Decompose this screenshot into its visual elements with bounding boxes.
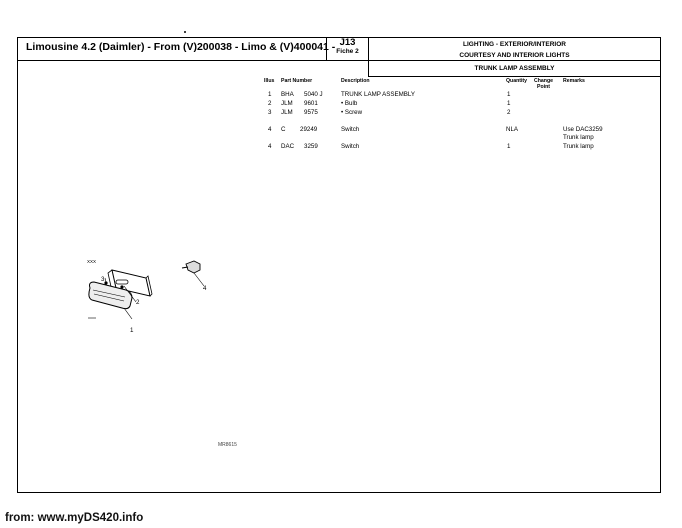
callout-1: 1 <box>130 327 134 334</box>
row-prefix: JLM <box>281 109 293 116</box>
source-watermark: from: www.myDS420.info <box>5 512 144 524</box>
row-qty: NLA <box>506 126 519 133</box>
row-qty: 1 <box>507 100 511 107</box>
leader-3 <box>105 278 106 282</box>
row-remarks: Use DAC3259 <box>563 126 603 133</box>
row-remarks-line2: Trunk lamp <box>563 134 594 141</box>
switch <box>186 261 200 273</box>
illus-small-label: XXX <box>87 259 97 264</box>
row-prefix: C <box>281 126 286 133</box>
col-illus: Illus <box>264 78 275 84</box>
bulb <box>116 280 128 284</box>
row-description: TRUNK LAMP ASSEMBLY <box>341 91 416 98</box>
callout-2: 2 <box>136 299 140 306</box>
row-description: • Screw <box>341 109 363 116</box>
assembly-heading: TRUNK LAMP ASSEMBLY <box>474 65 555 72</box>
row-prefix: DAC <box>281 143 295 150</box>
trunk-lamp-illustration <box>78 256 218 336</box>
row-illus: 4 <box>268 126 272 133</box>
callout-3: 3 <box>101 276 105 283</box>
fiche-label: Fiche 2 <box>336 48 359 55</box>
row-prefix: BHA <box>281 91 294 98</box>
screw <box>120 285 123 288</box>
section-heading <box>369 39 660 61</box>
col-part-number: Part Number <box>281 78 313 84</box>
row-illus: 3 <box>268 109 272 116</box>
section-line-2: COURTESY AND INTERIOR LIGHTS <box>459 52 570 59</box>
row-prefix: JLM <box>281 100 293 107</box>
row-number: 9601 <box>304 100 318 107</box>
row-number: 5040 J <box>304 91 323 98</box>
row-number: 29249 <box>300 126 318 133</box>
row-description: Switch <box>341 143 360 150</box>
assembly-divider <box>368 76 661 77</box>
row-remarks: Trunk lamp <box>563 143 594 150</box>
row-number: 9575 <box>304 109 318 116</box>
illustration-reference: MR8615 <box>218 442 237 448</box>
page-title: Limousine 4.2 (Daimler) - From (V)200038 - Limo & (V)400041 - <box>26 41 336 53</box>
row-illus: 1 <box>268 91 272 98</box>
col-remarks: Remarks <box>563 78 585 84</box>
leader-1 <box>124 308 132 319</box>
row-qty: 1 <box>507 143 511 150</box>
callout-4: 4 <box>203 285 207 292</box>
code-label: J13 <box>339 37 356 48</box>
fiche-code <box>327 38 368 56</box>
col-description: Description <box>341 78 370 84</box>
row-number: 3259 <box>304 143 318 150</box>
scan-dot <box>184 31 186 33</box>
section-line-1: LIGHTING - EXTERIOR/INTERIOR <box>463 41 566 48</box>
lamp-lens <box>89 282 132 309</box>
row-illus: 2 <box>268 100 272 107</box>
col-quantity: Quantity <box>506 78 528 84</box>
row-qty: 1 <box>507 91 511 98</box>
col-point-label: Point <box>537 84 550 90</box>
row-illus: 4 <box>268 143 272 150</box>
row-description: • Bulb <box>341 100 358 107</box>
row-description: Switch <box>341 126 360 133</box>
col-change-label: Change <box>534 78 554 84</box>
row-qty: 2 <box>507 109 511 116</box>
col-change-point <box>534 78 553 90</box>
